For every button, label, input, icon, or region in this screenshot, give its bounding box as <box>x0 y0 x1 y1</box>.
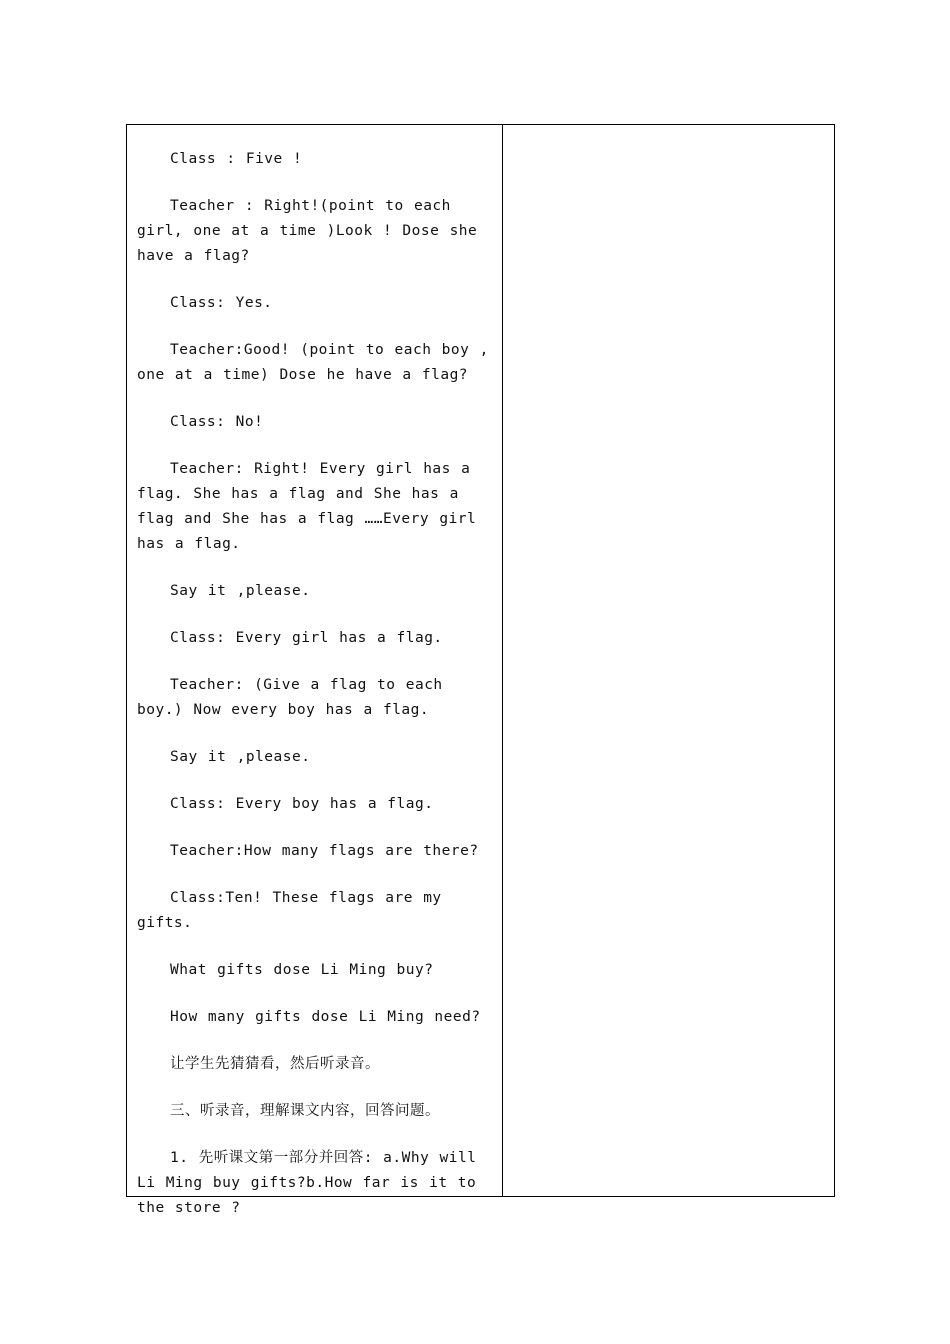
paragraph: Class: No! <box>170 414 264 430</box>
paragraph: Say it ,please. <box>170 749 311 765</box>
paragraph: What gifts dose Li Ming buy? <box>170 962 434 978</box>
notes-cell <box>503 125 834 1196</box>
paragraph: Class:Ten! These flags are my gifts. <box>137 890 442 931</box>
paragraph: Say it ,please. <box>170 583 311 599</box>
paragraph: 三、听录音，理解课文内容，回答问题。 <box>170 1103 440 1119</box>
paragraph: Class: Yes. <box>170 295 273 311</box>
lesson-table <box>126 124 835 1216</box>
lesson-content-cell <box>127 125 503 1216</box>
paragraph: 让学生先猜猜看，然后听录音。 <box>170 1056 380 1072</box>
paragraph: Teacher:Good! (point to each boy , one at a time) Dose he have a flag? <box>137 342 489 383</box>
paragraph: Class: Every boy has a flag. <box>170 796 434 812</box>
paragraph: How many gifts dose Li Ming need? <box>170 1009 481 1025</box>
paragraph: Class: Every girl has a flag. <box>170 630 443 646</box>
paragraph: 1. 先听课文第一部分并回答: a.Why will Li Ming buy gifts?b.How far is it to the store ? <box>137 1150 477 1216</box>
paragraph: Teacher: (Give a flag to each boy.) Now every boy has a flag. <box>137 677 443 718</box>
paragraph: Teacher:How many flags are there? <box>170 843 479 859</box>
paragraph: Teacher: Right! Every girl has a flag. She has a flag and She has a flag and She has a flag ……Every girl has a flag. <box>137 461 477 552</box>
paragraph: Teacher : Right!(point to each girl, one at a time )Look ! Dose she have a flag? <box>137 198 478 264</box>
paragraph: Class : Five ! <box>170 151 303 167</box>
